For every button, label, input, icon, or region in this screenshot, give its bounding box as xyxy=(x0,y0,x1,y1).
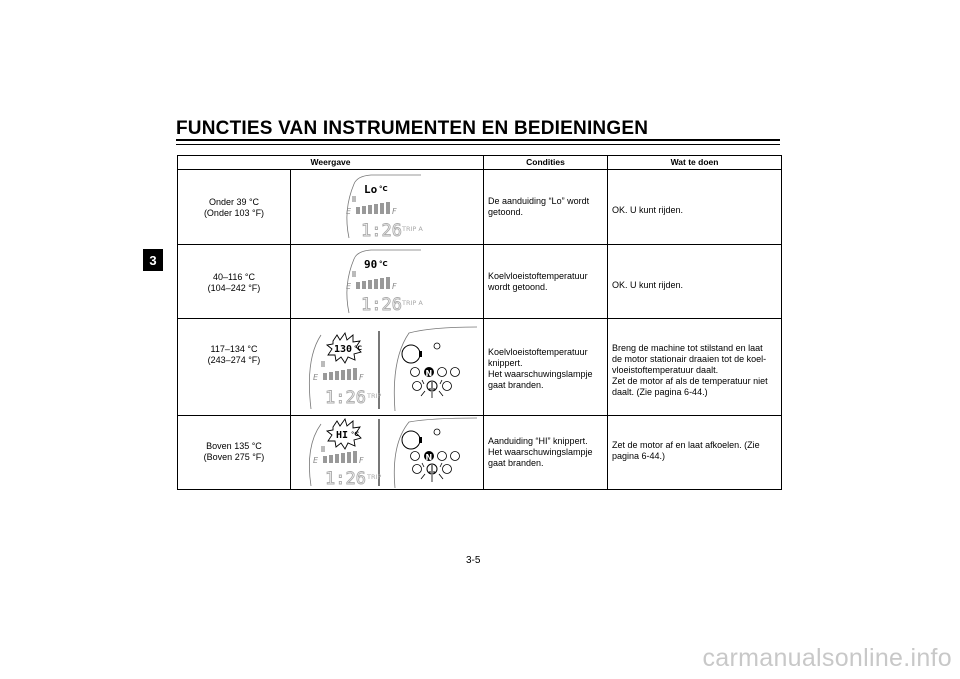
indicator-light-icon xyxy=(411,368,420,377)
condition-line: Onder 39 °C xyxy=(208,197,260,207)
page-title: FUNCTIES VAN INSTRUMENTEN EN BEDIENINGEN xyxy=(176,118,649,139)
display-trip: TRIP A xyxy=(402,299,423,307)
fuel-bar xyxy=(362,206,366,214)
fuel-bar xyxy=(341,453,345,463)
fuel-gauge-f: F xyxy=(359,373,364,382)
action-cell xyxy=(608,319,782,416)
indicator-light-icon xyxy=(434,429,440,435)
description-line: gaat branden. xyxy=(488,458,544,468)
fuel-gauge-e: E xyxy=(313,373,319,382)
table-row xyxy=(178,319,782,416)
action-line: OK. U kunt rijden. xyxy=(612,280,684,290)
display-cell xyxy=(291,170,484,245)
condition-line: Boven 135 °C xyxy=(206,441,262,451)
action-line: Zet de motor af en laat afkoelen. (Zie xyxy=(612,440,760,450)
display-clock: 1:26 xyxy=(361,295,402,315)
fuel-bar xyxy=(386,202,390,214)
display-temp: HI xyxy=(336,430,349,441)
action-cell xyxy=(608,416,782,490)
display-trip: TRIP A xyxy=(402,225,423,233)
condition-cell xyxy=(178,170,291,245)
display-unit: °C xyxy=(354,344,363,352)
condition-line: (Boven 275 °F) xyxy=(203,452,265,462)
neutral-indicator-label: N xyxy=(425,453,433,462)
description-cell xyxy=(484,170,608,245)
display-cell xyxy=(291,245,484,319)
condition-line: (Onder 103 °F) xyxy=(203,208,265,218)
fuel-bar xyxy=(374,204,378,214)
fuel-bar xyxy=(386,277,390,289)
fuel-gauge-e: E xyxy=(313,456,319,465)
table-row xyxy=(178,416,782,490)
description-cell xyxy=(484,319,608,416)
action-line: Zet de motor af als de temperatuur niet xyxy=(612,376,768,386)
header-condities: Condities xyxy=(484,156,608,170)
display-cell xyxy=(291,319,484,416)
action-cell xyxy=(608,245,782,319)
condition-line: (243–274 °F) xyxy=(207,355,261,365)
description-line: Het waarschuwingslampje xyxy=(488,369,593,379)
indicator-light-icon xyxy=(443,382,452,391)
indicator-light-icon xyxy=(434,343,440,349)
indicator-light-icon xyxy=(451,368,460,377)
fuel-pump-icon xyxy=(321,361,325,367)
table-header-row xyxy=(178,156,782,170)
header-weergave: Weergave xyxy=(178,156,484,170)
description-line: Het waarschuwingslampje xyxy=(488,447,593,457)
indicator-light-icon xyxy=(413,465,422,474)
action-cell xyxy=(608,170,782,245)
fuel-gauge-f: F xyxy=(359,456,364,465)
fuel-bar xyxy=(362,281,366,289)
description-cell xyxy=(484,245,608,319)
action-line: de motor stationair draaien tot de koel- xyxy=(612,354,767,364)
action-line: Breng de machine tot stilstand en laat xyxy=(612,343,763,353)
display-trip: TRIP xyxy=(367,392,382,400)
table-row xyxy=(178,245,782,319)
indicator-light-dial-icon xyxy=(419,351,422,357)
condition-cell xyxy=(178,245,291,319)
fuel-bar xyxy=(356,207,360,214)
condition-cell xyxy=(178,416,291,490)
description-line: Koelvloeistoftemperatuur xyxy=(488,347,588,357)
fuel-pump-icon xyxy=(352,271,356,277)
condition-line: 40–116 °C xyxy=(213,272,255,282)
display-clock: 1:26 xyxy=(325,469,366,489)
watermark: carmanualsonline.info xyxy=(702,644,952,672)
action-line: daalt. (Zie pagina 6-44.) xyxy=(612,387,708,397)
display-trip: TRIP xyxy=(367,473,382,481)
indicator-light-dial-icon xyxy=(402,431,420,449)
description-line: getoond. xyxy=(488,207,524,217)
fuel-bar xyxy=(374,279,378,289)
header-wat-te-doen: Wat te doen xyxy=(608,156,782,170)
fuel-bar xyxy=(329,372,333,380)
fuel-bar xyxy=(356,282,360,289)
fuel-bar xyxy=(347,452,351,463)
indicator-light-icon xyxy=(413,382,422,391)
fuel-bar xyxy=(347,369,351,380)
fuel-gauge-e: E xyxy=(346,207,352,216)
action-line: vloeistoftemperatuur daalt. xyxy=(612,365,719,375)
fuel-bar xyxy=(323,456,327,463)
indicator-light-icon xyxy=(438,368,447,377)
description-line: Koelvloeistoftemperatuur xyxy=(488,271,588,281)
display-temp: 90 xyxy=(364,258,378,271)
description-line: De aanduiding “Lo” wordt xyxy=(488,196,590,206)
condition-cell xyxy=(178,319,291,416)
neutral-indicator-label: N xyxy=(425,369,433,378)
indicator-light-icon xyxy=(438,452,447,461)
indicator-light-icon xyxy=(451,452,460,461)
chapter-tab: 3 xyxy=(143,249,163,271)
fuel-bar xyxy=(323,373,327,380)
fuel-bar xyxy=(329,455,333,463)
action-line: pagina 6-44.) xyxy=(612,451,666,461)
description-line: knippert. xyxy=(488,358,523,368)
title-rule-thin xyxy=(176,144,780,145)
condition-line: 117–134 °C xyxy=(210,344,258,354)
fuel-bar xyxy=(368,280,372,289)
display-cell xyxy=(291,416,484,490)
fuel-bar xyxy=(353,451,357,463)
fuel-bar xyxy=(380,278,384,289)
indicator-light-dial-icon xyxy=(402,345,420,363)
lcd-display-warning-illustration xyxy=(291,416,484,489)
page-number: 3-5 xyxy=(466,555,481,566)
table-row xyxy=(178,170,782,245)
description-line: wordt getoond. xyxy=(488,282,548,292)
condition-line: (104–242 °F) xyxy=(207,283,261,293)
description-line: gaat branden. xyxy=(488,380,544,390)
indicator-light-dial-icon xyxy=(419,437,422,443)
fuel-pump-icon xyxy=(352,196,356,202)
display-clock: 1:26 xyxy=(361,221,402,241)
display-temp: 130 xyxy=(334,344,353,355)
fuel-bar xyxy=(353,368,357,380)
fuel-gauge-e: E xyxy=(346,282,352,291)
lcd-display-warning-illustration xyxy=(291,319,484,415)
display-clock: 1:26 xyxy=(325,388,366,408)
fuel-bar xyxy=(335,454,339,463)
description-line: Aanduiding “HI” knippert. xyxy=(488,436,588,446)
fuel-bar xyxy=(368,205,372,214)
fuel-bar xyxy=(380,203,384,214)
display-unit: °C xyxy=(379,260,388,268)
coolant-temperature-table xyxy=(177,155,782,490)
lcd-display-illustration xyxy=(291,170,484,244)
fuel-gauge-f: F xyxy=(392,207,397,216)
indicator-light-icon xyxy=(443,465,452,474)
indicator-light-icon xyxy=(411,452,420,461)
fuel-pump-icon xyxy=(321,446,325,452)
display-unit: °C xyxy=(351,430,360,438)
action-line: OK. U kunt rijden. xyxy=(612,205,684,215)
description-cell xyxy=(484,416,608,490)
fuel-gauge-f: F xyxy=(392,282,397,291)
fuel-bar xyxy=(335,371,339,380)
title-rule xyxy=(176,139,780,141)
display-unit: °C xyxy=(379,185,388,193)
display-temp: Lo xyxy=(364,183,378,196)
fuel-bar xyxy=(341,370,345,380)
lcd-display-illustration xyxy=(291,245,484,318)
